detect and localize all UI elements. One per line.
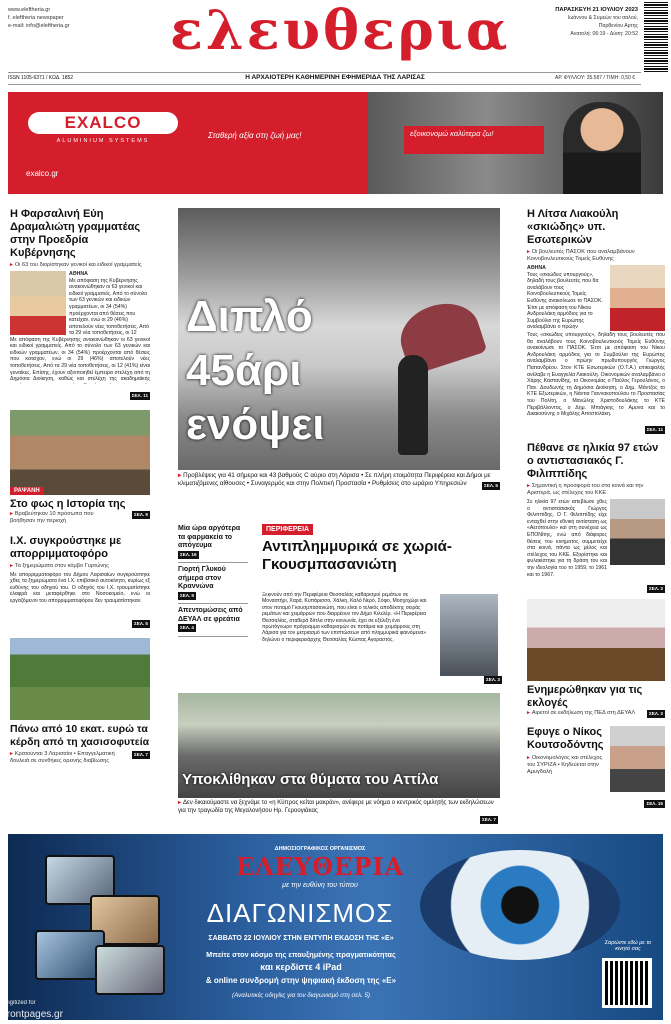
saints-line: Ιωάννου & Συμεών του σαλού, [567, 15, 638, 21]
story-body: Ξεκινούν από την Περιφέρεια Θεσσαλίας καθαρισμοί ρεμάτων σε Μοναστήρι, Χαρά, Κυπάρισσο, Χάλκη, Καλό Νερό, Σόφο, Μοσχοχώρι και στον ποταμό Γκουσμπασανιώτη, που είναι ο τελικός αποδέκτης σειράς ρεμάτων και χειμάρρων που διαρρέουν τον Δήμο Κιλελέρ. «Η Περιφέρεια Θεσσαλίας, σταθερά δίπλα στην κοινωνία, έχει σε εξέλιξη ένα πρωτόγνωρο πρόγραμμα καθαρισμών σε ποτάμια και χειμάρρους στη Λάρισα για τον μετριασμό των επιπτώσεων από πλημμυρικά φαινόμενα» δηλώνει ο περιφερειάρχης Θεσσαλίας Κώστας Αγοραστός. [262, 592, 427, 643]
contest-line: Μπείτε στον κόσμο της επαυξημένης πραγματικότητας [206, 950, 396, 959]
page-ref[interactable]: ΣΕΛ. 16 [180, 551, 197, 557]
arrow-icon: ▸ [10, 510, 13, 517]
rapsani-photo [10, 410, 150, 495]
agorastos-portrait [440, 594, 498, 676]
watermark: Digitized for frontpages.gr [4, 1000, 63, 1020]
contest-prize: και κερδίστε 4 iPad [260, 962, 342, 972]
story-body-top: Με απόφαση της Κυβέρνησης ανακοινώθηκαν οι 63 γενικοί και ειδικοί γραμματείς. Από το σύνολο των 63 γενικών και ειδικών γραμματέων, οι 34 (54%) προέρχονται από θέσεις που κατείχαν, ενώ οι 29 (46%) αποτελούν νέες τοποθετήσεις. Από τα 29 νέα τοποθετήσεις, οι 12 [69, 277, 150, 336]
hero-headline[interactable]: Διπλό 45άρι ενόψει [186, 292, 325, 449]
tagline: Η ΑΡΧΑΙΟΤΕΡΗ ΚΑΘΗΜΕΡΙΝΗ ΕΦΗΜΕΡΙΔΑ ΤΗΣ ΛΑΡΙΣΑΣ [245, 74, 425, 81]
masthead-contact [8, 6, 158, 30]
arrow-icon: ▸ [527, 483, 530, 489]
newspaper-logo: ελευθερια [170, 0, 511, 62]
contest-date: ΣΑΒΒΑΤΟ 22 ΙΟΥΛΙΟΥ ΣΤΗΝ ΕΝΤΥΠΗ ΕΚΔΟΣΗ ΤΗΣ «Ε» [208, 935, 394, 942]
koutsodontis-portrait [610, 726, 665, 792]
page-ref[interactable]: ΣΕΛ. 7 [482, 817, 496, 822]
ad-motto: με την ευθύνη του τύπου [282, 882, 358, 889]
story-headline[interactable]: Εφυγε ο Νίκος Κουτσοδόντης [527, 726, 604, 751]
exalco-ad[interactable] [8, 92, 663, 194]
story-body: Τους «σκιώδεις υπουργούς», δηλαδή τους βουλευτές που θα αναλάβουν τους Κοινοβουλευτικούς Τομείς Ευθύνης ανακοίνωσε το ΠΑΣΟΚ. Έτσι με απόφαση του Νίκου Ανδρουλάκη αρμόδιος για το Συμβούλιο της Ευρώπης αναλαμβάνει ο πρώην πρωθυπουργός Γιώργος Παπανδρέου. Στον ΚΤΕ Εσωτερικών (Ο.Τ.Α.) επικεφαλής ανέλαβε η Ευαγγελία Λιακούλη. Οικονομικών αναλαμβάνει ο Χάρης Καστανίδης, το Οικονομίας ο Παύλος Γερουλάνος, ο Παν. Δουδωνής τη Δημόσια Διοίκηση, ο Δημ. Μάντζος το ΚΤΕ Εξωτερικών, η Νάντια Γιαννακοπούλου το Προστασίας του Πολίτη, ο Μανώλης Χριστοδουλάκης το ΚΤΕ Περιβάλλοντος, ο Δημ. Μπιάγκης το Αμυνα και το Δικαιοσύνης ο Μιχάλης Αποστολάκη. [527, 332, 665, 418]
ad-slogan: Σταθερή αξία στη ζωή μας! [208, 131, 302, 140]
story-headline[interactable]: Πάνω από 10 εκατ. ευρώ τα κέρδη από τη χασισοφυτεία [10, 722, 150, 748]
story-headline[interactable]: Υποκλίθηκαν στα θύματα του Αττίλα [182, 771, 439, 788]
exalco-subtitle: ALUMINIUM SYSTEMS [56, 138, 150, 144]
arrow-icon: ▸ [178, 800, 182, 806]
page-ref[interactable]: ΣΕΛ. 5 [484, 483, 498, 488]
exalco-logo: EXALCO [28, 112, 178, 134]
saints-line: Παρθενίου Αρτης [598, 23, 638, 29]
walking-woman-shape [398, 355, 428, 455]
email-link[interactable]: e-mail: info@eleftheria.gr [8, 23, 70, 29]
mini-story[interactable]: Γιορτή Γλυκού σήμερα στον Κραννώνα ΣΕΛ. 9 [178, 563, 248, 604]
story-headline[interactable]: Αντιπλημμυρικά σε χωριά-Γκουσμπασανιώτη [262, 538, 452, 573]
story-headline[interactable]: Η Φαρσαλινή Εύη Δραμαλιώτη γραμματέας στην Προεδρία Κυβέρνησης [10, 208, 141, 259]
scan-label: Σαρώστε εδώ με το κινητό σας [604, 940, 652, 952]
issn: ISSN 1105-6371 / ΚΩΔ. 1852 [8, 75, 74, 81]
ad-slogan-box: εξοικονομώ καλύτερα ζω! [404, 126, 544, 154]
elections-event-photo [527, 599, 665, 681]
eye-image [420, 850, 620, 960]
story-lead: ▸ Οικονομολόγος και στέλεχος του ΣΥΡΙΖΑ • Κηδεύεται στην Αμυγδαλή [527, 755, 603, 775]
arrow-icon: ▸ [10, 750, 13, 757]
org-label: ΔΗΜΟΣΙΟΓΡΑΦΙΚΟΣ ΟΡΓΑΝΙΣΜΟΣ [274, 846, 366, 852]
page-ref[interactable]: ΣΕΛ. 9 [134, 511, 148, 517]
story-lead: ▸ Κρατούνται 3 Λαρισαίοι • Επαγγελματική δουλειά σε συνθήκες ορεινής διαβίωσης [10, 750, 115, 764]
hero-caption: ▸ Προβλέψεις για 41 σήμερα και 43 βαθμούς C αύριο στη Λάρισα • Σε πλήρη ετοιμότητα Περιφέρεια και Δήμοι με κλιματιζόμενες αίθουσες • Συναγερμός και στην Πολιτική Προστασία • Ρυθμίσεις στο ωράριο Υπηρεσιών ΣΕΛ. 5 [178, 472, 498, 488]
story-lead: ▸ Βραβεύτηκαν 10 πρόσωπα που βοήθησαν την περιοχή [10, 510, 94, 524]
tablet-thumbnails [35, 855, 175, 995]
liakouli-portrait [610, 265, 665, 331]
left-column [10, 208, 150, 765]
right-column [527, 208, 665, 810]
page-ref[interactable]: ΣΕΛ. 3 [486, 677, 500, 682]
mini-story[interactable]: Απεντομώσεις από ΔΕΥΑΛ σε φρεάτια ΣΕΛ. 4 [178, 604, 248, 637]
page-ref[interactable]: ΣΕΛ. 7 [134, 751, 148, 757]
qr-code[interactable] [602, 958, 652, 1008]
page-ref[interactable]: ΣΕΛ. 9 [180, 592, 194, 598]
dateline: ΑΘΗΝΑ [527, 265, 546, 271]
place-tag: ΡΑΨΑΝΗ [10, 487, 44, 495]
issue-number: ΑΡ. ΦΥΛΛΟΥ: 35.587 / ΤΙΜΗ: 0,50 € [554, 75, 635, 81]
arrow-icon: ▸ [527, 755, 530, 761]
sunrise-sunset: Ανατολή: 06:19 - Δύση: 20:52 [570, 31, 638, 37]
divider [8, 84, 641, 85]
story-lead: ▸ Οι βουλευτές ΠΑΣΟΚ που αναλαμβάνουν Κοινοβουλευτικούς Τομείς Ευθύνης [527, 249, 635, 262]
page-ref[interactable]: ΣΕΛ. 4 [180, 625, 194, 630]
arrow-icon: ▸ [10, 562, 13, 569]
cannabis-field-photo [10, 638, 150, 720]
arrow-icon: ▸ [527, 710, 530, 716]
contest-note: (Αναλυτικές οδηγίες για τον διαγωνισμό στη σελ. 5) [232, 992, 370, 999]
story-body-top: Τους «σκιώδεις υπουργούς», δηλαδή τους βουλευτές που θα αναλάβουν τους Κοινοβουλευτικούς Τομείς Ευθύνης ανακοίνωσε το ΠΑΣΟΚ. Έτσι με απόφαση του Νίκου Ανδρουλάκη αρμόδιος για το Συμβούλιο της Ευρώπης αναλαμβάνει ο πρώην [527, 271, 603, 330]
issue-date: ΠΑΡΑΣΚΕΥΗ 21 ΙΟΥΛΙΟΥ 2023 [555, 7, 638, 13]
facebook-link[interactable]: f. eleftheria newspaper [8, 15, 64, 21]
page-ref-wrap [484, 668, 502, 686]
ad-brand-logo: ΕΛΕΥΘΕΡΙΑ [235, 852, 405, 881]
contest-title: ΔΙΑΓΩΝΙΣΜΟΣ [206, 898, 394, 928]
section-tag: ΠΕΡΙΦΕΡΕΙΑ [262, 524, 313, 535]
ad-person-photo [563, 102, 641, 194]
exalco-site[interactable]: exalco.gr [26, 169, 59, 178]
story-lead: ▸ Οι 63 του διορίστηκαν γενικοί και ειδικοί γραμματείς [10, 262, 142, 268]
page-ref[interactable]: ΣΕΛ. 3 [649, 586, 663, 591]
story-headline[interactable]: Ενημερώθηκαν για τις εκλογές [527, 684, 643, 709]
story-lead: ▸ Αιρετοί σε εκδήλωση της ΠΕΔ στη ΔΕΥΑΛ [527, 710, 636, 716]
story-body: Με απόφαση της Κυβέρνησης ανακοινώθηκαν οι 63 γενικοί και ειδικοί γραμματείς. Από το σύνολο των 63 γενικών και ειδικών γραμματέων, οι 34 (54%) προέρχονται από θέσεις που κατείχαν, ενώ οι 29 (46%) αποτελούν νέες τοποθετήσεις. Από τα 29 νέα τοποθετήσεις, οι 12 (41%) είναι γυναίκες. Επίσης, έχουν αξιοποιηθεί έμπειρα στελέχη από τη Δημόσια Διοίκηση, καθώς και στελέχη της ακαδημαϊκής [10, 336, 150, 383]
masthead-date-block [520, 6, 638, 38]
filippidis-portrait [610, 499, 665, 565]
page-ref[interactable]: ΣΕΛ. 3 [649, 711, 663, 716]
website-link[interactable]: www.eleftheria.gr [8, 7, 51, 13]
arrow-icon: ▸ [10, 262, 13, 268]
story-lead: ▸ Τα ξημερώματα στον κόμβο Γυρτώνης [10, 562, 109, 569]
story-body: Σε ηλικία 97 ετών απεβίωσε χθες ο αντιστασιακός Γιώργος Φιλιππίδης. Ο Γ. Φιλιππίδης είχε ενταχθεί στην εθνική αντίσταση ως «Αετόπουλο» και στη συνέχεια ως ΕΠΟΝίτης, ενώ από διάφορες θέσεις του κινήματος συμμετείχε στα κοινά, πάντα ως μέλος και στέλεχος του ΚΚΕ. Εξορίστηκε και φυλακίστηκε για τη δράση του και την ιδεολογία του το 1959, το 1961 και το 1967. [527, 499, 607, 577]
mini-stories [178, 522, 248, 637]
story-lead: ▸ Σημαντική η προσφορά του στα κοινά και την Αριστερά, ως στέλεχος του ΚΚΕ [527, 483, 644, 496]
page-ref[interactable]: ΣΕΛ. 5 [134, 620, 148, 626]
dateline: ΑΘΗΝΑ [69, 271, 88, 277]
story-headline[interactable]: Ι.Χ. συγκρούστηκε με απορριμματοφόρο [10, 534, 122, 560]
story-headline[interactable]: Η Λίτσα Λιακούλη «σκιώδης» υπ. Εσωτερικών [527, 208, 619, 246]
contest-line: & online συνδρομή στην ψηφιακή έκδοση της «Ε» [205, 976, 397, 985]
barcode-number [646, 4, 666, 70]
page-ref[interactable]: ΣΕΛ. 11 [131, 392, 148, 398]
mini-story[interactable]: Μία ώρα αργότερα τα φαρμακεία το απόγευμα ΣΕΛ. 16 [178, 522, 248, 563]
arrow-icon: ▸ [527, 249, 530, 255]
portrait-photo [10, 271, 66, 335]
tablet-image [95, 945, 165, 995]
page-ref[interactable]: ΣΕΛ. 15 [646, 801, 663, 806]
arrow-icon: ▸ [178, 472, 182, 479]
story-caption: ▸ Δεν δικαιούμαστε να ξεχνάμε το «η Κύπρος κείται μακράν», ανέφερε με νόημα ο κεντρικός ομιλητής των εκδηλώσεων για την τραγωδία της Μεγαλονήσου Ηρ. Γεροογιάκας [178, 800, 494, 814]
page-ref[interactable]: ΣΕΛ. 11 [646, 427, 663, 432]
story-headline[interactable]: Στο φως η Ιστορία της [10, 497, 126, 510]
story-headline[interactable]: Πέθανε σε ηλικία 97 ετών ο αντιστασιακός Γ. Φιλιππίδης [527, 442, 659, 480]
page-ref-wrap [480, 808, 498, 826]
story-body: Με απορριμματοφόρο του Δήμου Λαρισαίων συγκρούστηκε χθες τα ξημερώματα ένα Ι.Χ. επιβατικό αυτοκίνητο, κυρίως εξ ευθύνης του οδηγού του. Ο οδηγός του Ι.Χ. τραυματίστηκε ελαφρά και μεταφέρθηκε στο Νοσοκομείο, ενώ οι εργαζόμενοι του απορριμματοφόρου δεν τραυματίστηκαν. [10, 571, 150, 604]
